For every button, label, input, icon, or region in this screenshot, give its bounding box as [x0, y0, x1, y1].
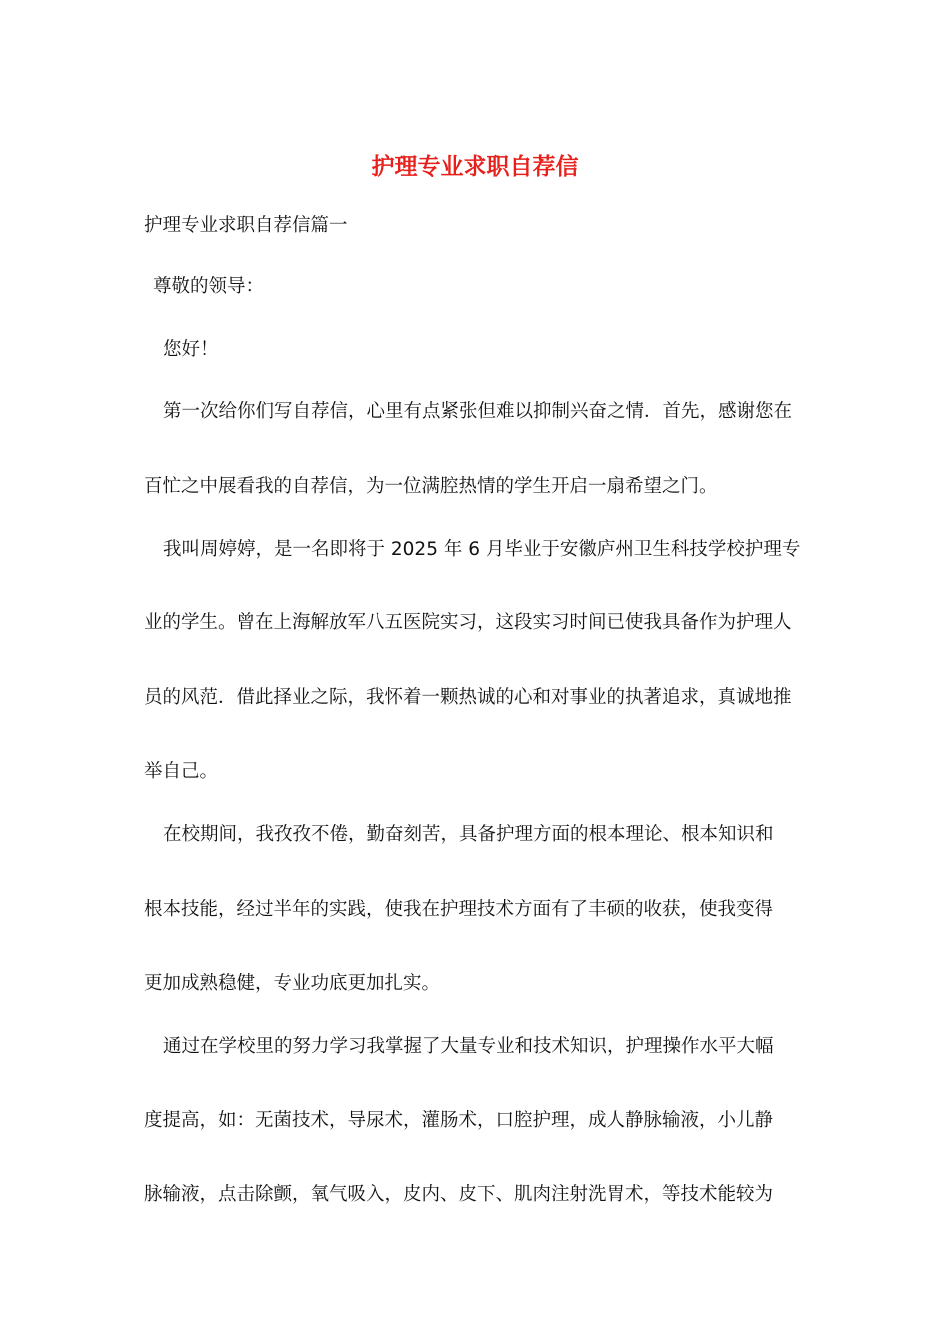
greeting: 您好！	[163, 339, 219, 360]
salutation: 尊敬的领导：	[153, 276, 265, 297]
document-title: 护理专业求职自荐信	[371, 153, 579, 180]
paragraph-line: 第一次给你们写自荐信，心里有点紧张但难以抑制兴奋之情．首先，感谢您在	[163, 401, 793, 422]
paragraph-line: 百忙之中展看我的自荐信，为一位满腔热情的学生开启一扇希望之门。	[144, 476, 718, 497]
paragraph-line: 员的风范．借此择业之际，我怀着一颗热诚的心和对事业的执著追求，真诚地推	[144, 687, 792, 708]
paragraph-line: 业的学生。曾在上海解放军八五医院实习，这段实习时间已使我具备作为护理人	[144, 612, 792, 633]
paragraph-line: 根本技能，经过半年的实践，使我在护理技术方面有了丰硕的收获，使我变得	[144, 899, 774, 920]
section-heading: 护理专业求职自荐信篇一	[144, 215, 348, 236]
paragraph-line: 举自己。	[144, 761, 219, 782]
paragraph-line: 更加成熟稳健，专业功底更加扎实。	[144, 973, 441, 994]
paragraph-line: 通过在学校里的努力学习我掌握了大量专业和技术知识，护理操作水平大幅	[163, 1036, 774, 1057]
paragraph-line: 脉输液，点击除颤，氧气吸入，皮内、皮下、肌肉注射洗胃术，等技术能较为	[144, 1184, 774, 1205]
paragraph-line: 在校期间，我孜孜不倦，勤奋刻苦，具备护理方面的根本理论、根本知识和	[163, 824, 774, 845]
paragraph-line: 度提高，如：无菌技术，导尿术，灌肠术，口腔护理，成人静脉输液，小儿静	[144, 1110, 774, 1131]
paragraph-line: 我叫周婷婷，是一名即将于 2025 年 6 月毕业于安徽庐州卫生科技学校护理专	[163, 539, 801, 560]
